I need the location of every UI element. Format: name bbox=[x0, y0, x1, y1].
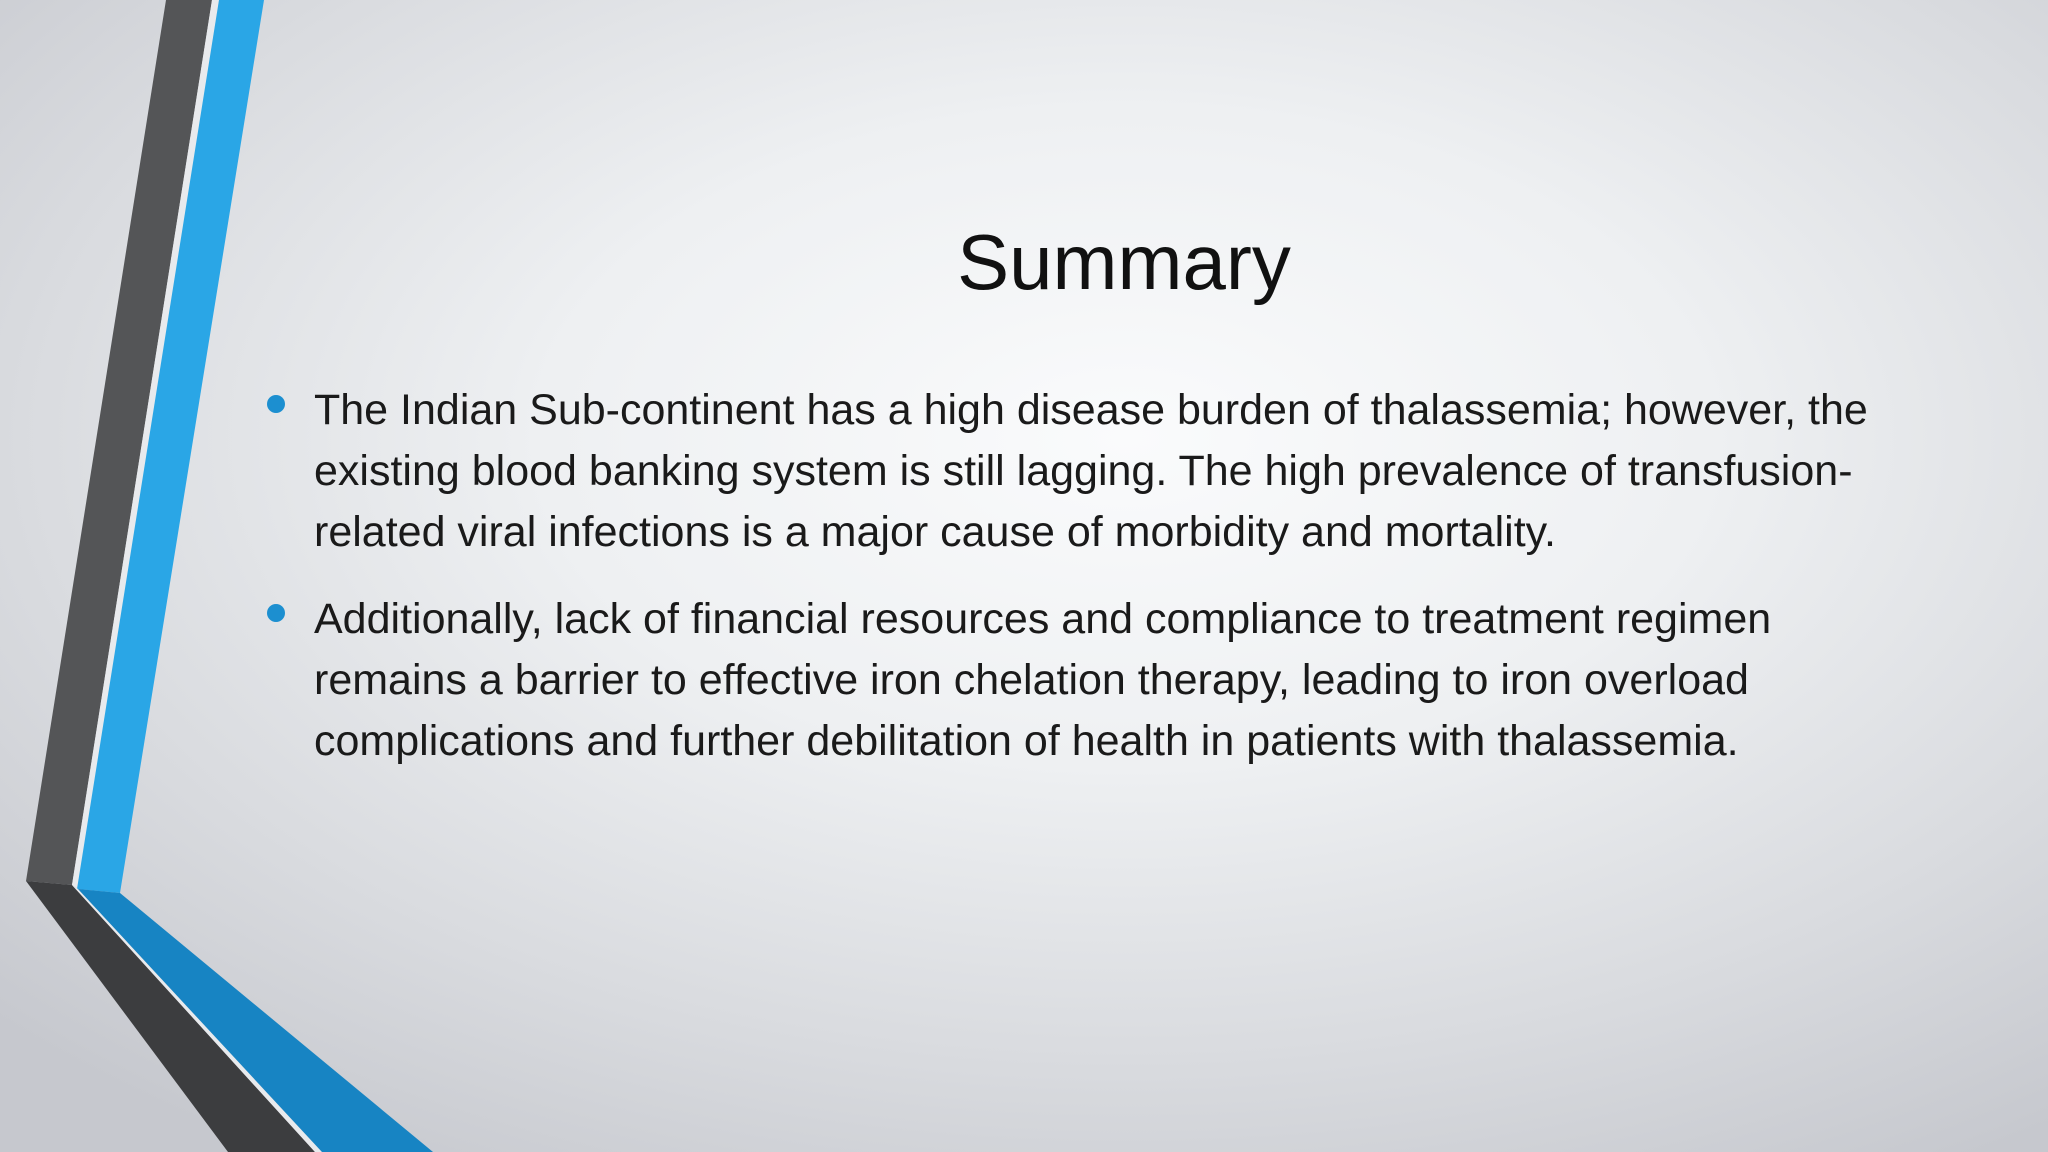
bullet-item bbox=[264, 380, 1924, 563]
bullet-list bbox=[264, 380, 1924, 798]
bullet-text: The Indian Sub-continent has a high disease burden of thalassemia; however, the existing blood banking system is still lagging. The high prevalence of transfusion-related viral infections is a major cause of morbidity and mortality. bbox=[314, 386, 1868, 556]
gray-stripe-lower bbox=[26, 881, 315, 1152]
bullet-dot-icon bbox=[267, 395, 285, 413]
slide-title: Summary bbox=[957, 218, 1291, 306]
bullet-dot-icon bbox=[267, 604, 285, 622]
white-gap-lower bbox=[72, 885, 322, 1152]
bullet-item bbox=[264, 589, 1924, 772]
bullet-text: Additionally, lack of financial resources and compliance to treatment regimen remains a barrier to effective iron chelation therapy, leading to iron overload complications and further debilitation of health in patients with thalassemia. bbox=[314, 595, 1772, 765]
